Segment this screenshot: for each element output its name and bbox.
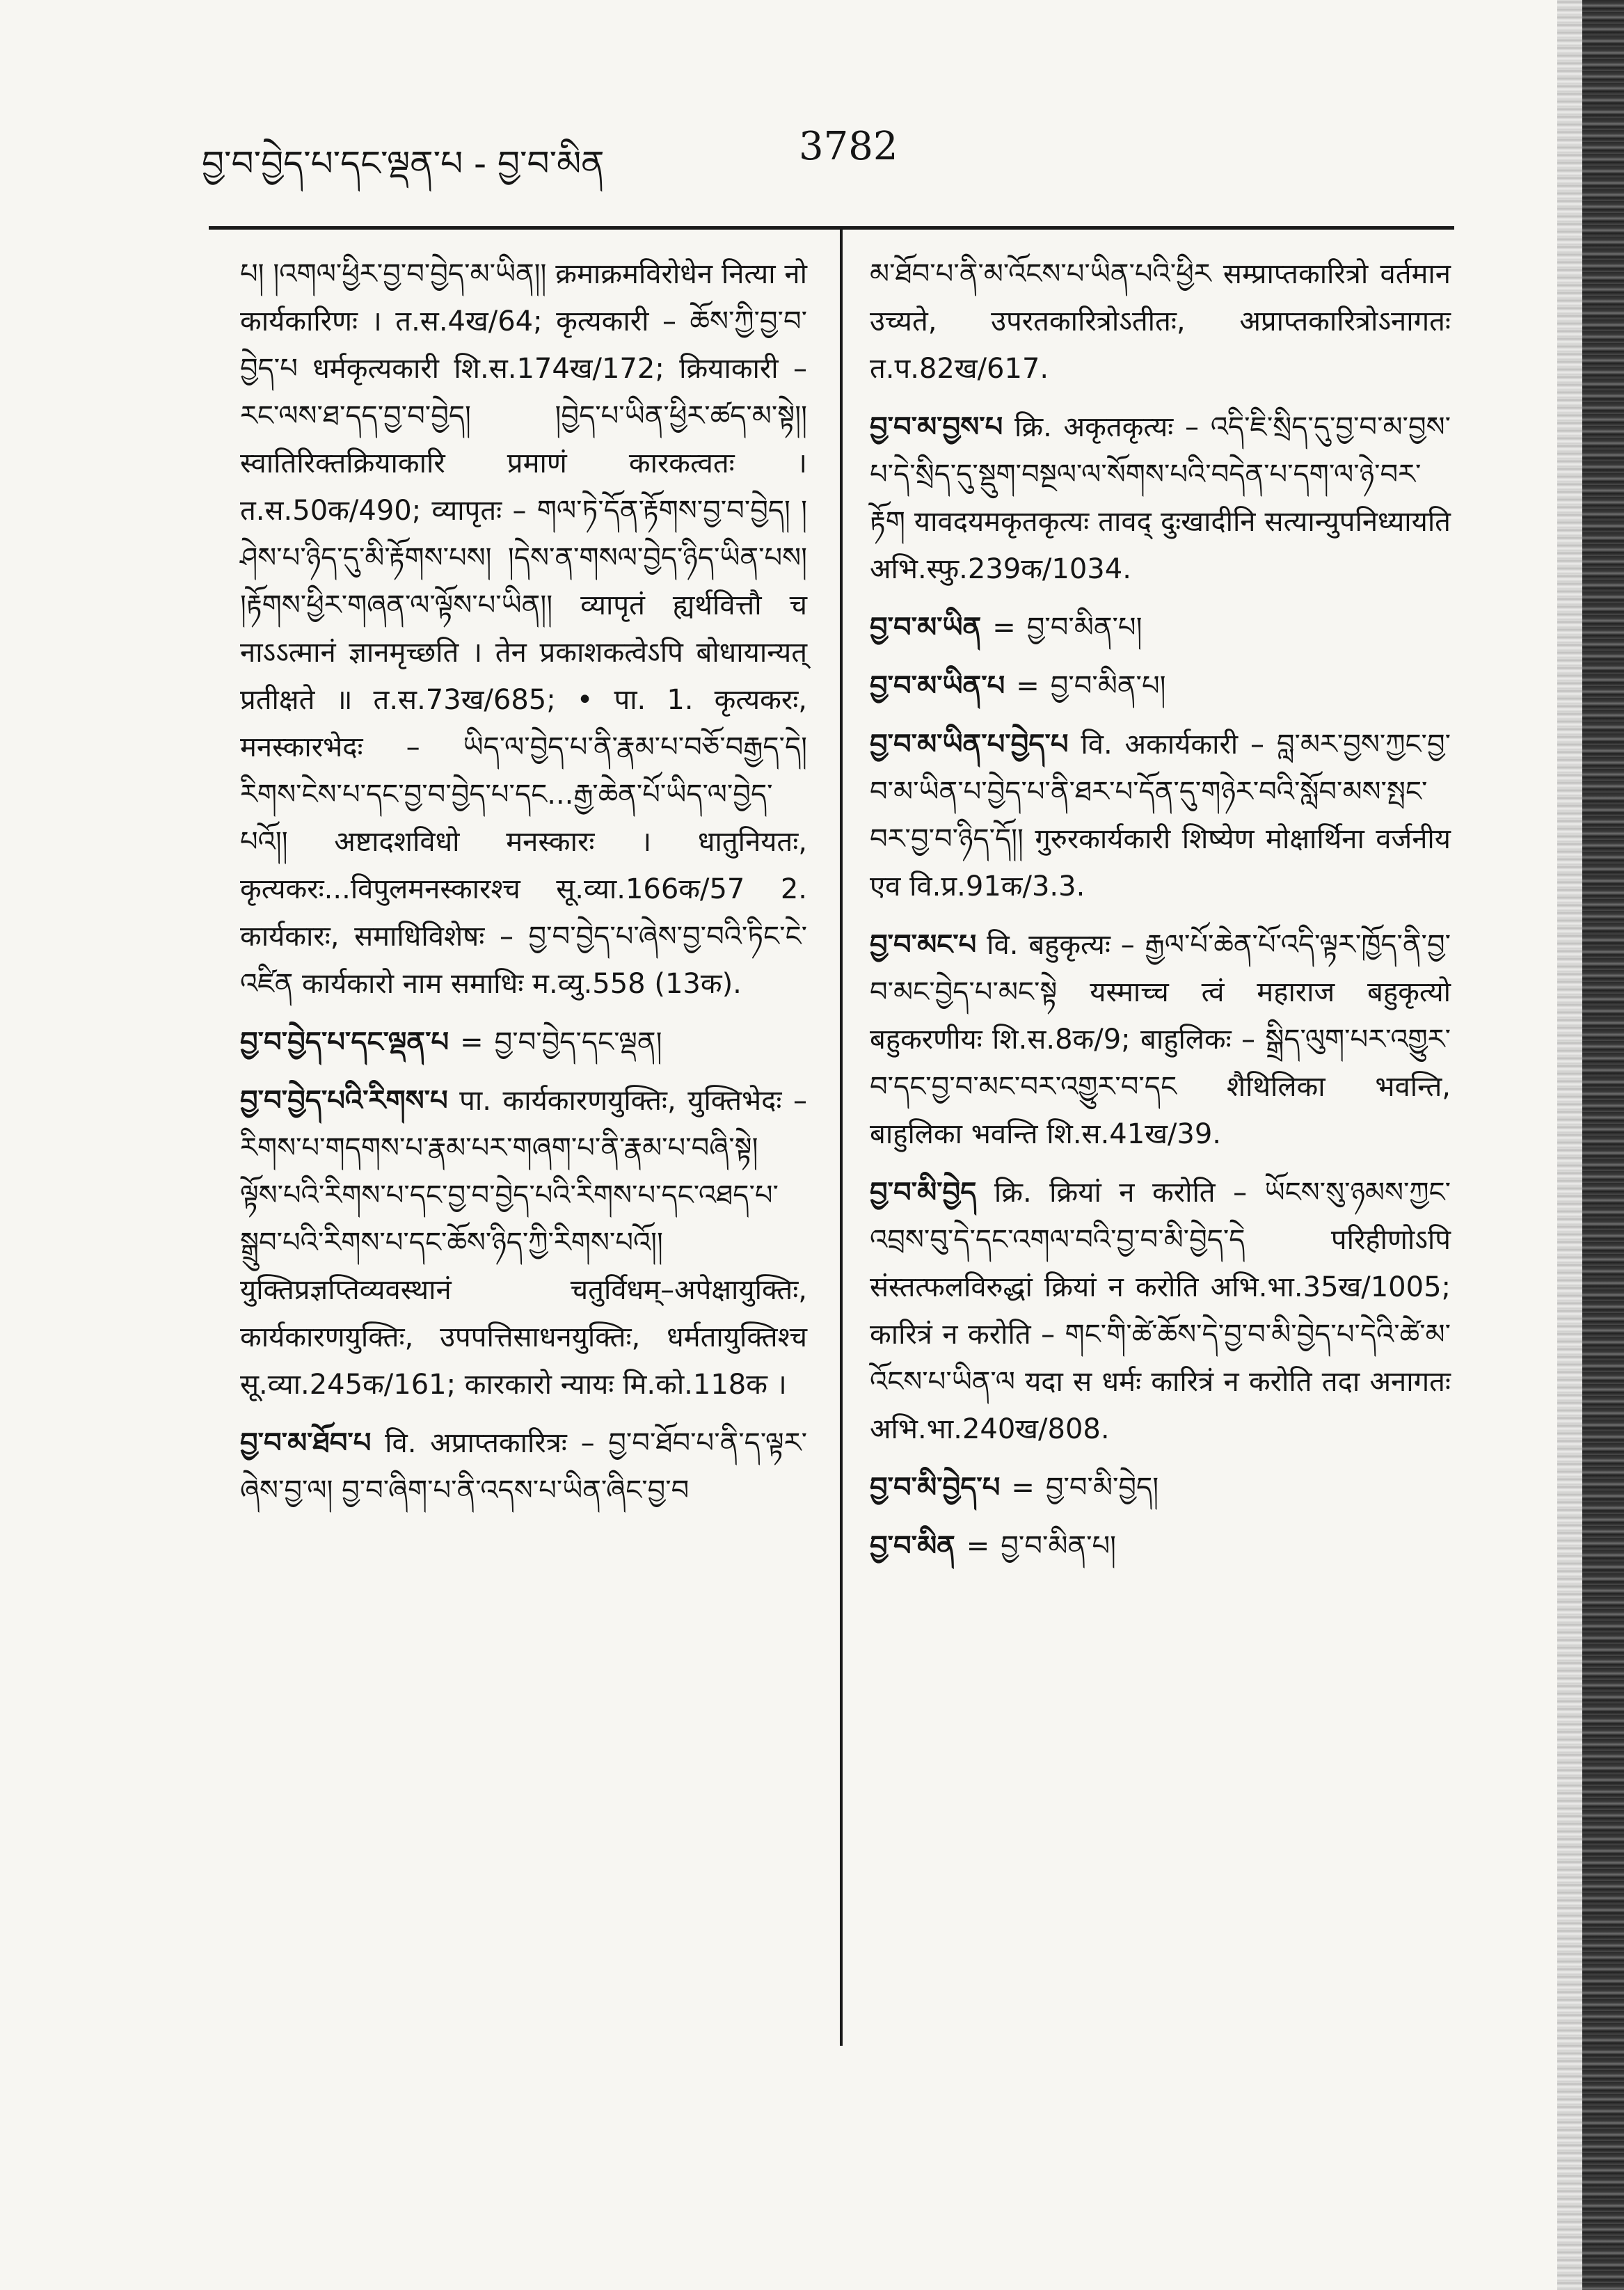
entry-separator: = (1011, 1472, 1035, 1504)
entry-headword: བྱ་བ་མང་པ (870, 929, 977, 961)
scan-shadow (1557, 0, 1582, 2290)
entry-text: वि. अप्राप्तकारित्रः – བྱ་བ་ཐོབ་པ་ནི་ད་ལྟར་ཞེས་བྱ་ལ། བྱ་བ་ཞིག་པ་ནི་འདས་པ་ཡིན་ཞིང་བྱ་བ (240, 1427, 807, 1506)
entry-headword: བྱ་བ་མ་ཡིན (870, 612, 982, 644)
entry-separator: = (966, 1530, 990, 1562)
entry (870, 921, 1451, 1158)
left-column (240, 251, 807, 1525)
entry (870, 404, 1451, 593)
entry-text: क्रि. अकृतकृत्यः – འདི་ཇི་སྲིད་དུ་བྱ་བ་མ་བྱས་པ་དེ་སྲིད་དུ་སྡུག་བསྔལ་ལ་སོགས་པའི་བདེན་པ་དག་ལ་ཉེ་བར་རྟོག यावदयमकृतकृत्यः तावद् दुःखादीनि सत्यान्युपनिध्यायति अभि.स्फु.239क/1034. (870, 411, 1451, 585)
entry-text: མ་ཐོབ་པ་ནི་མ་འོངས་པ་ཡིན་པའི་ཕྱིར सम्प्राप्तकारित्रो वर्तमान उच्यते, उपरतकारित्रोऽतीतः, अप्राप्तकारित्रोऽनागतः त.प.82ख/617. (870, 258, 1451, 385)
entry-headword: བྱ་བ་མ་ཡིན་པ (870, 670, 1005, 702)
entry-headword: བྱ་བ་མ་ཡིན་པ་བྱེད་པ (870, 729, 1069, 761)
entry (870, 662, 1451, 710)
entry-text: བྱ་བ་བྱེད་དང་ལྡན། (494, 1026, 662, 1058)
entry-text: བྱ་བ་མིན་པ། (1026, 612, 1143, 644)
entry-headword: བྱ་བ་མིན (870, 1530, 955, 1562)
entry (870, 1169, 1451, 1453)
entry (870, 1464, 1451, 1511)
entry-continuation (240, 251, 807, 1008)
entry-separator: = (460, 1026, 484, 1058)
entry (870, 604, 1451, 651)
entry (870, 1522, 1451, 1570)
entry-text: पा. कार्यकारणयुक्तिः, युक्तिभेदः – རིགས་པ་གདགས་པ་རྣམ་པར་གཞག་པ་ནི་རྣམ་པ་བཞི་སྟེ། ལྟོས་པའི་རིགས་པ་དང་བྱ་བ་བྱེད་པའི་རིགས་པ་དང་འཐད་པ་སྒྲུབ་པའི་རིགས་པ་དང་ཆོས་ཉིད་ཀྱི་རིགས་པའོ།། युक्तिप्रज्ञप्तिव्यवस्थानं चतुर्विधम्–अपेक्षायुक्तिः, कार्यकारणयुक्तिः, उपपत्तिसाधनयुक्तिः, धर्मतायुक्तिश्च सू.व्या.245क/161; कारकारो न्यायः मि.को.118क । (240, 1085, 807, 1401)
scan-edge (1582, 0, 1624, 2290)
entry-text: པ། །འགལ་ཕྱིར་བྱ་བ་བྱེད་མ་ཡིན།། क्रमाक्रमविरोधेन नित्या नो कार्यकारिणः । त.स.4ख/64; कृत्यकारी – ཆོས་ཀྱི་བྱ་བ་བྱེད་པ धर्मकृत्यकारी शि.स.174ख/172; क्रियाकारी – རང་ལས་ཐ་དད་བྱ་བ་བྱེད། །བྱེད་པ་ཡིན་ཕྱིར་ཚད་མ་སྟེ།། स्वातिरिक्तक्रियाकारि प्रमाणं कारकत्वतः । त.स.50क/490; व्यापृतः – གལ་ཏེ་དོན་རྟོགས་བྱ་བ་བྱེད། །ཤེས་པ་ཉིད་དུ་མི་རྟོགས་པས། །དེས་ན་གསལ་བྱེད་ཉིད་ཡིན་པས། །རྟོགས་ཕྱིར་གཞན་ལ་ལྟོས་པ་ཡིན།། व्यापृतं ह्यर्थवित्तौ च नाऽऽत्मानं ज्ञानमृच्छति । तेन प्रकाशकत्वेऽपि बोधायान्यत् प्रतीक्षते ॥ त.स.73ख/685; • पा. 1. कृत्यकरः, मनस्कारभेदः – ཡིད་ལ་བྱེད་པ་ནི་རྣམ་པ་བཅོ་བརྒྱད་དེ། རིགས་ངེས་པ་དང་བྱ་བ་བྱེད་པ་དང...རྒྱ་ཆེན་པོ་ཡིད་ལ་བྱེད་པའོ།། अष्टादशविधो मनस्कारः । धातुनियतः, कृत्यकरः...विपुलमनस्कारश्च सू.व्या.166क/57 2. कार्यकारः, समाधिविशेषः – བྱ་བ་བྱེད་པ་ཞེས་བྱ་བའི་ཏིང་ངེ་འཛིན कार्यकारो नाम समाधिः म.व्यु.558 (13क). (240, 258, 807, 1000)
running-title: བྱ་བ་བྱེད་པ་དང་ལྡན་པ - བྱ་བ་མིན (202, 143, 605, 184)
entry-text: བྱ་བ་མིན་པ། (1050, 670, 1166, 702)
entry-headword: བྱ་བ་བྱེད་པ་དང་ལྡན་པ (240, 1026, 449, 1058)
entry-continuation (870, 251, 1451, 392)
entry-headword: བྱ་བ་མ་ཐོབ་པ (240, 1427, 372, 1459)
entry-text: वि. अकार्यकारी – བླ་མར་བྱས་ཀྱང་བྱ་བ་མ་ཡིན་པ་བྱེད་པ་ནི་ཐར་པ་དོན་དུ་གཉེར་བའི་སློབ་མས་སྤང་བར་བྱ་བ་ཉིད་དོ།། गुरुरकार्यकारी शिष्येण मोक्षार्थिना वर्जनीय एव वि.प्र.91क/3.3. (870, 729, 1451, 903)
entry-headword: བྱ་བ་མི་བྱེད་པ (870, 1472, 1001, 1504)
right-column (870, 251, 1451, 1581)
entry (870, 721, 1451, 910)
page-number: 3782 (799, 124, 898, 169)
entry (240, 1420, 807, 1514)
header-rule (209, 226, 1454, 230)
entry-headword: བྱ་བ་མ་བྱས་པ (870, 411, 1003, 443)
entry-text: वि. बहुकृत्यः – རྒྱལ་པོ་ཆེན་པོ་འདི་ལྟར་ཁྱོད་ནི་བྱ་བ་མང་བྱེད་པ་མང་སྟེ यस्माच्च त्वं महाराज बहुकृत्यो बहुकरणीयः शि.स.8क/9; बाहुलिकः – སྒྲིད་ལུག་པར་འགྱུར་བ་དང་བྱ་བ་མང་བར་འགྱུར་བ་དང शैथिलिका भवन्ति, बाहुलिका भवन्ति शि.स.41ख/39. (870, 929, 1451, 1150)
entry (240, 1077, 807, 1408)
entry (240, 1019, 807, 1066)
column-divider (840, 230, 843, 2046)
entry-headword: བྱ་བ་བྱེད་པའི་རིགས་པ (240, 1085, 448, 1117)
entry-text: བྱ་བ་མི་བྱེད། (1045, 1472, 1159, 1504)
entry-text: བྱ་བ་མིན་པ། (1001, 1530, 1117, 1562)
entry-text: क्रि. क्रियां न करोति – ཡོངས་སུ་ཉམས་ཀྱང་འབྲས་བུ་དེ་དང་འགལ་བའི་བྱ་བ་མི་བྱེད་དེ परिहीणोऽपि संस्तत्फलविरुद्धां क्रियां न करोति अभि.भा.35ख/1005; कारित्रं न करोति – གང་གི་ཚེ་ཆོས་དེ་བྱ་བ་མི་བྱེད་པ་དེའི་ཚེ་མ་འོངས་པ་ཡིན་ལ यदा स धर्मः कारित्रं न करोति तदा अनागतः अभि.भा.240ख/808. (870, 1177, 1451, 1445)
entry-separator: = (992, 612, 1016, 644)
entry-separator: = (1016, 670, 1040, 702)
entry-headword: བྱ་བ་མི་བྱེད (870, 1177, 977, 1209)
